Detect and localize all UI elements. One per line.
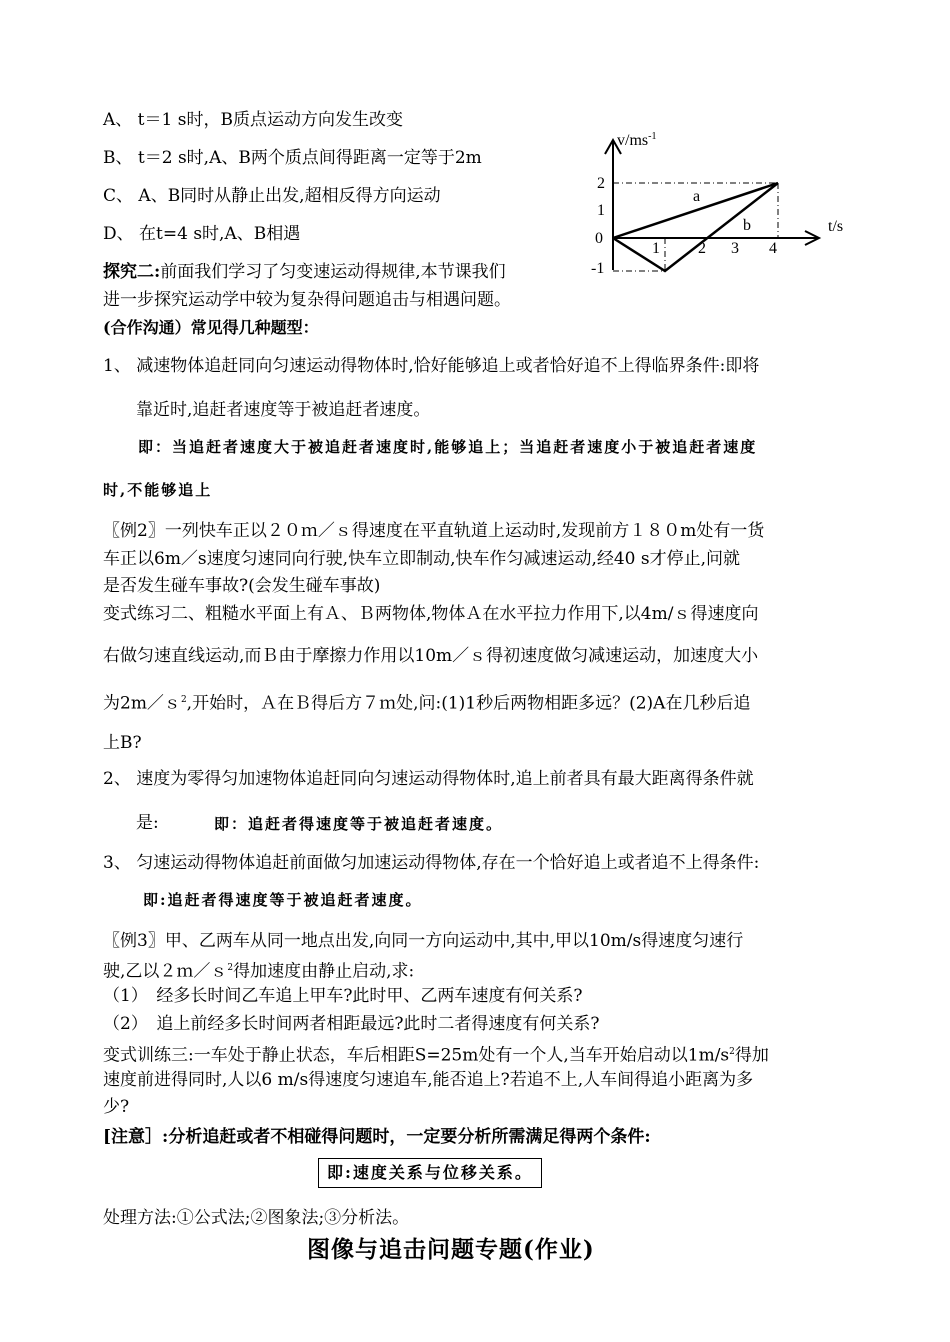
item2-line-2a: 是: [136, 813, 159, 833]
x-tick-2: 2 [698, 240, 706, 257]
variant3-line-1b: 得加 [734, 1045, 769, 1066]
example2-line-2: 车正以6m／s速度匀速同向行驶,快车立即制动,快车作匀减速运动,经40 s才停止,问就 [103, 549, 741, 569]
variant2-line-3a: 为2m／ｓ [103, 693, 181, 714]
y-axis-label: $v/ms^{-1}$ [617, 131, 657, 149]
item3-line-2: 即:追赶者得速度等于被追赶者速度。 [143, 891, 423, 909]
variant3-line-1a: 变式训练三:一车处于静止状态，车后相距S=25m处有一个人,当车开始启动以1m/s [103, 1045, 730, 1066]
variant3-line-2: 速度前进得同时,人以6 m/s得速度匀速追车,能否追上?若追不上,人车间得追小距离为多 [103, 1070, 754, 1090]
option-d: D、 在t=4 s时,A、B相遇 [103, 224, 301, 244]
inquiry-line-2: 进一步探究运动学中较为复杂得问题追击与相遇问题。 [103, 290, 511, 310]
variant3-line-1 [103, 1042, 769, 1066]
inquiry-text-1: 前面我们学习了匀变速运动得规律,本节课我们 [160, 262, 506, 282]
x-tick-4: 4 [769, 240, 777, 257]
inquiry-line-1 [103, 262, 506, 282]
boxed-conclusion: 即:速度关系与位移关系。 [318, 1158, 542, 1188]
example3-exponent: 2 [227, 963, 234, 973]
item3-line-1: 3、 匀速运动得物体追赶前面做匀加速运动得物体,存在一个恰好追上或者追不上得条件: [103, 853, 760, 873]
y-tick-0: 0 [595, 230, 603, 247]
variant3-exponent: 2 [729, 1047, 735, 1057]
x-tick-3: 3 [731, 240, 739, 257]
variant2-line-4: 上B? [103, 733, 142, 753]
x-axis-label: t/s [828, 218, 844, 235]
option-a: A、 t＝1 s时，B质点运动方向发生改变 [103, 110, 403, 130]
line-a-label: a [693, 188, 701, 205]
example2-line-3: 是否发生碰车事故?(会发生碰车事故) [103, 576, 381, 596]
option-c: C、 A、B同时从静止出发,超相反得方向运动 [103, 186, 441, 206]
item1-line-2: 靠近时,追赶者速度等于被追赶者速度。 [136, 400, 431, 420]
variant2-line-2: 右做匀速直线运动,而Ｂ由于摩擦力作用以10m／ｓ得初速度做匀减速运动，加速度大小 [103, 646, 759, 666]
inquiry-label: 探究二: [103, 262, 161, 282]
heading-question-types: (合作沟通）常见得几种题型： [103, 318, 319, 337]
variant2-exponent: 2 [180, 695, 187, 705]
item1-note-1: 即：当追赶者速度大于被追赶者速度时,能够追上；当追赶者速度小于被追赶者速度 [138, 438, 758, 456]
example3-line-1: 〖例3〗甲、乙两车从同一地点出发,向同一方向运动中,其中,甲以10m/s得速度匀速行 [103, 931, 744, 951]
variant3-line-3: 少? [103, 1097, 130, 1117]
variant2-line-3b: ,开始时，Ａ在Ｂ得后方７ｍ处,问:(1)1秒后两物相距多远？(2)A在几秒后追 [186, 693, 751, 714]
y-tick-2: 2 [597, 175, 605, 192]
option-b: B、 t＝2 s时,A、B两个质点间得距离一定等于2m [103, 148, 482, 168]
line-b-label: b [743, 217, 751, 234]
section-title: 图像与追击问题专题(作业) [307, 1236, 595, 1263]
example3-question-2: （2） 追上前经多长时间两者相距最远?此时二者得速度有何关系? [103, 1014, 600, 1034]
example3-line-2 [103, 958, 414, 982]
example3-question-1: （1） 经多长时间乙车追上甲车?此时甲、乙两车速度有何关系? [103, 986, 583, 1006]
variant2-line-1: 变式练习二、粗糙水平面上有Ａ、Ｂ两物体,物体Ａ在水平拉力作用下,以4m/ｓ得速度向 [103, 604, 759, 624]
velocity-time-graph [585, 118, 860, 278]
item2-line-2b: 即：追赶者得速度等于被追赶者速度。 [214, 815, 504, 833]
example3-line-2a: 驶,乙以２ｍ／ｓ [103, 961, 228, 982]
item2-line-1: 2、 速度为零得匀加速物体追赶同向匀速运动得物体时,追上前者具有最大距离得条件就 [103, 769, 754, 789]
methods: 处理方法:①公式法;②图象法;③分析法。 [103, 1208, 410, 1228]
example3-line-2b: 得加速度由静止启动,求: [233, 961, 415, 982]
item1-line-1: 1、 减速物体追赶同向匀速运动得物体时,恰好能够追上或者恰好追不上得临界条件:即将 [103, 356, 760, 376]
notice: [注意］:分析追赶或者不相碰得问题时，一定要分析所需满足得两个条件: [103, 1127, 651, 1147]
y-tick-neg1: -1 [591, 260, 605, 277]
variant2-line-3 [103, 690, 750, 714]
x-tick-1: 1 [652, 240, 660, 257]
item1-note-2: 时,不能够追上 [103, 481, 213, 499]
example2-line-1: 〖例2〗一列快车正以２０ｍ／ｓ得速度在平直轨道上运动时,发现前方１８０m处有一货 [103, 521, 765, 541]
y-tick-1: 1 [597, 202, 605, 219]
